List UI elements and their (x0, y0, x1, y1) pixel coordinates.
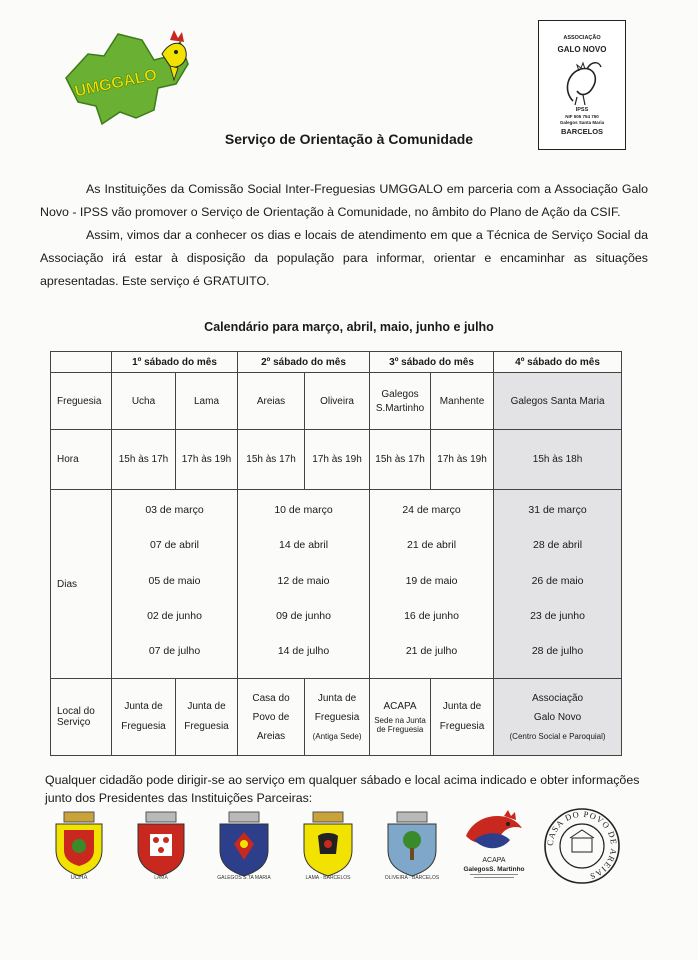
local-galegos-smartinho (370, 679, 431, 756)
hora-galegos-santa-maria: 15h às 18h (494, 430, 622, 490)
galo-novo-line2: GALO NOVO (557, 45, 607, 54)
local-ucha (112, 679, 176, 756)
galo-novo-line4: NIF 505 754 750 (565, 114, 599, 119)
ucha-crest-label: UCHA (70, 875, 88, 880)
hora-lama: 17h às 19h (176, 430, 238, 490)
header-row (51, 352, 622, 373)
date: 09 de junho (276, 609, 331, 622)
hora-areias: 15h às 17h (238, 430, 305, 490)
date: 28 de julho (531, 645, 584, 658)
intro-paragraph: As Instituições da Comissão Social Inter-Freguesias UMGGALO em parceria com a Associação Galo Novo - IPSS vão promover o Serviço de Orientação à Comunidade, no âmbito do Plano de Ação da CSIF. (40, 182, 648, 219)
local-line: Freguesia (314, 711, 360, 723)
date: 24 de março (402, 504, 461, 516)
acapa-subtitle: GalegosS. Martinho (463, 866, 525, 873)
local-line: Freguesia (121, 721, 166, 733)
date: 21 de julho (405, 645, 458, 658)
date: 19 de maio (405, 574, 458, 587)
local-line: Freguesia (439, 721, 485, 733)
local-line: Sede na Junta de Freguesia (374, 715, 426, 734)
hora-galegos-smartinho: 15h às 17h (370, 430, 431, 490)
galegos-crest-label: GALEGOS S.TA MARIA (217, 875, 271, 880)
hora-manhente: 17h às 19h (431, 430, 494, 490)
freguesia-row (51, 373, 622, 430)
date: 05 de maio (148, 574, 201, 587)
lama-barcelos-crest-label: LAMA · BARCELOS (305, 875, 351, 880)
hora-oliveira: 17h às 19h (305, 430, 370, 490)
header-second-saturday: 2º sábado do mês (238, 352, 370, 373)
hora-row (51, 430, 622, 490)
header-fourth-saturday: 4º sábado do mês (494, 352, 622, 373)
local-line: Associação (531, 692, 584, 704)
date: 03 de março (145, 504, 204, 516)
local-line: Junta de (442, 701, 482, 713)
freguesia-ucha: Ucha (112, 373, 176, 430)
galo-novo-line3: IPSS (575, 107, 589, 113)
hora-ucha: 15h às 17h (112, 430, 176, 490)
local-line: Areias (256, 730, 286, 742)
date: 16 de junho (404, 609, 459, 622)
date: 26 de maio (531, 574, 584, 587)
local-line: Casa do (252, 692, 290, 704)
local-line: ACAPA (383, 700, 417, 712)
freguesia-lama: Lama (176, 373, 238, 430)
date: 23 de junho (530, 609, 585, 622)
local-manhente (431, 679, 494, 756)
casa-povo-areias-seal (542, 806, 622, 886)
freguesia-oliveira: Oliveira (305, 373, 370, 430)
date: 31 de março (528, 504, 587, 516)
freguesia-galegos-line1: Galegos (381, 388, 419, 400)
date: 14 de julho (277, 645, 330, 658)
local-line: Galo Novo (533, 711, 582, 723)
corner-cell (51, 352, 112, 373)
ucha-crest (48, 810, 110, 880)
header-first-saturday: 1º sábado do mês (112, 352, 238, 373)
freguesia-areias: Areias (238, 373, 305, 430)
local-label-line2: Serviço (57, 717, 91, 729)
lama-crest-label: LAMA (154, 875, 168, 880)
acapa-logo (458, 806, 530, 882)
freguesia-manhente: Manhente (431, 373, 494, 430)
freguesia-galegos-line2: S.Martinho (375, 402, 425, 414)
lama-barcelos-crest (296, 810, 360, 880)
details-paragraph: Assim, vimos dar a conhecer os dias e locais de atendimento em que a Técnica de Serviço Social da Associação irá estar à disposição da população para informar, orientar e encaminhar as situações apresentadas. Este serviço é GRATUITO. (40, 228, 648, 288)
local-line: (Centro Social e Paroquial) (509, 731, 606, 741)
dias-fourth-saturday (494, 490, 622, 679)
date: 12 de maio (277, 574, 330, 587)
date: 07 de julho (148, 645, 201, 658)
svg-text:CASA DO POVO DE AREIAS (545, 809, 619, 882)
freguesia-galegos-santa-maria: Galegos Santa Maria (494, 373, 622, 430)
local-line: Junta de (317, 692, 357, 704)
page-title: Serviço de Orientação à Comunidade (224, 131, 474, 147)
local-line: Junta de (124, 701, 163, 713)
date: 21 de abril (407, 539, 457, 552)
local-galegos-santa-maria (494, 679, 622, 756)
dias-first-saturday (112, 490, 238, 679)
row-label-local (51, 679, 112, 756)
schedule-table (50, 351, 621, 747)
local-line: Junta de (187, 701, 226, 713)
acapa-title: ACAPA (482, 857, 506, 864)
umggalo-logo (58, 26, 190, 128)
date: 07 de abril (149, 539, 200, 552)
local-lama (176, 679, 238, 756)
date: 02 de junho (147, 609, 202, 622)
local-line: Povo de (252, 711, 290, 723)
seal-text: CASA DO POVO DE AREIAS (544, 808, 620, 882)
local-areias (238, 679, 305, 756)
date: 10 de março (274, 504, 333, 516)
date: 14 de abril (279, 539, 329, 552)
local-label-line1: Local do (57, 706, 95, 718)
galo-novo-line5: Galegos Santa Maria (559, 120, 605, 125)
oliveira-crest-label: OLIVEIRA · BARCELOS (384, 875, 440, 880)
galegos-santa-maria-crest (212, 810, 276, 880)
dias-row (51, 490, 622, 679)
row-label-freguesia: Freguesia (51, 373, 112, 430)
freguesia-galegos-smartinho (370, 373, 431, 430)
local-line: (Antiga Sede) (312, 731, 362, 741)
date: 28 de abril (533, 539, 583, 552)
galo-novo-line1: ASSOCIAÇÃO (563, 35, 601, 41)
local-line: Freguesia (184, 721, 229, 733)
dias-third-saturday (370, 490, 494, 679)
calendar-title: Calendário para março, abril, maio, junho e julho (204, 320, 494, 334)
galo-novo-line6: BARCELOS (560, 127, 604, 136)
rooster-icon (553, 57, 613, 107)
local-row (51, 679, 622, 756)
lama-crest (130, 810, 192, 880)
row-label-dias: Dias (51, 490, 112, 679)
footer-text: Qualquer cidadão pode dirigir-se ao serviço em qualquer sábado e local acima indicado e obter informações junto dos Presidentes das Instituições Parceiras: (45, 773, 640, 805)
dias-second-saturday (238, 490, 370, 679)
header-third-saturday: 3º sábado do mês (370, 352, 494, 373)
umggalo-logo-text: UMGGALO (73, 66, 159, 101)
row-label-hora: Hora (51, 430, 112, 490)
local-oliveira (305, 679, 370, 756)
oliveira-crest (380, 810, 444, 880)
